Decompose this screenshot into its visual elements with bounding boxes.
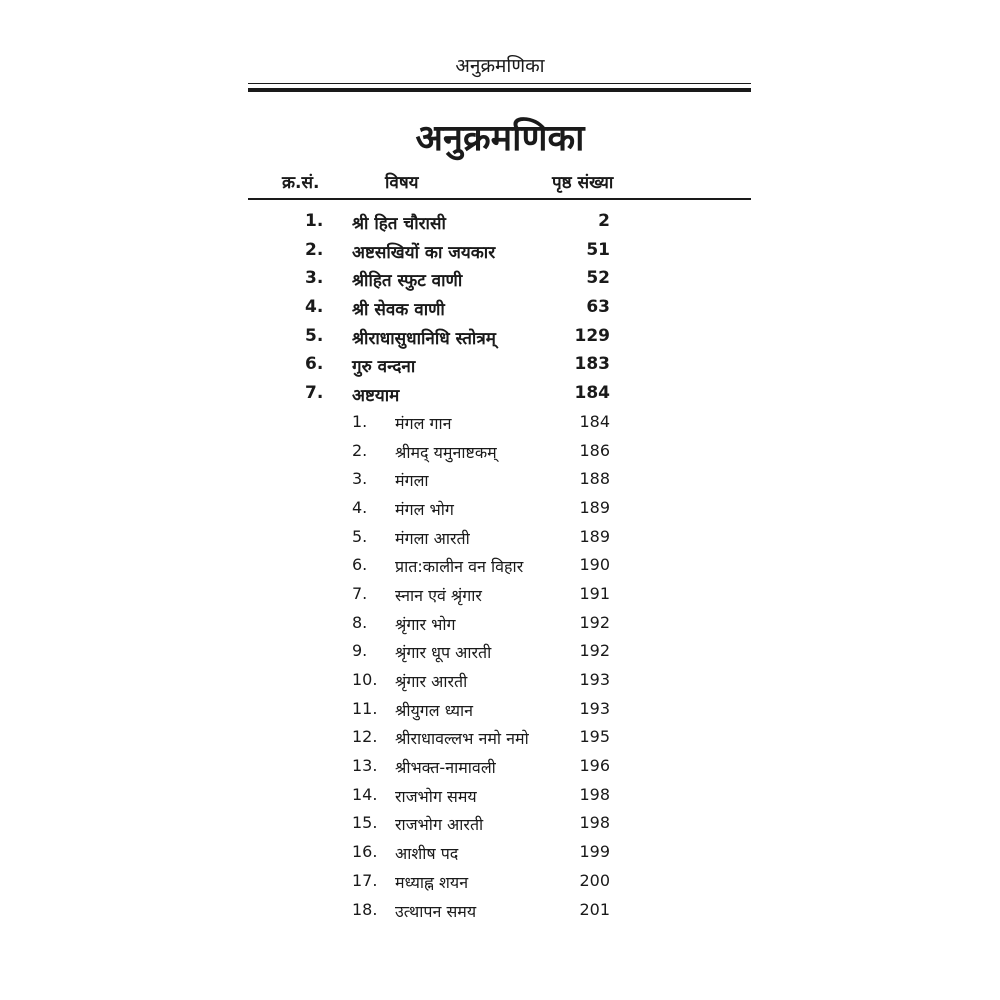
contents-list <box>0 208 1000 925</box>
entry-number: 3. <box>305 268 324 289</box>
page-title: अनुक्रमणिका <box>415 118 585 159</box>
toc-sub-entry <box>0 868 1000 897</box>
entry-number: 9. <box>352 641 368 661</box>
entry-page-number: 198 <box>579 813 610 833</box>
entry-number: 17. <box>352 870 378 890</box>
toc-sub-entry <box>0 638 1000 667</box>
entry-page-number: 193 <box>579 670 610 689</box>
header-rule-thin <box>248 83 751 84</box>
entry-number: 15. <box>352 813 378 833</box>
running-head: अनुक्रमणिका <box>455 55 545 77</box>
entry-subject: आशीष पद <box>395 844 459 864</box>
toc-entry <box>0 294 1000 323</box>
entry-number: 6. <box>305 354 324 375</box>
entry-page-number: 63 <box>586 297 610 318</box>
entry-page-number: 201 <box>579 899 610 919</box>
entry-number: 7. <box>352 583 368 603</box>
entry-subject: अष्टयाम <box>352 386 400 407</box>
toc-sub-entry <box>0 753 1000 782</box>
entry-page-number: 193 <box>579 698 610 718</box>
entry-number: 13. <box>352 756 378 776</box>
entry-subject: उत्थापन समय <box>395 901 477 921</box>
toc-sub-entry <box>0 696 1000 725</box>
entry-page-number: 52 <box>586 268 610 289</box>
toc-sub-entry <box>0 466 1000 495</box>
toc-entry <box>0 208 1000 237</box>
entry-number: 6. <box>352 555 368 575</box>
entry-number: 1. <box>352 411 368 431</box>
toc-sub-entry <box>0 524 1000 553</box>
toc-entry <box>0 237 1000 266</box>
entry-number: 12. <box>352 727 378 747</box>
toc-sub-entry <box>0 810 1000 839</box>
entry-subject: मंगला <box>395 471 429 491</box>
toc-sub-entry <box>0 581 1000 610</box>
toc-entry <box>0 351 1000 380</box>
entry-subject: मंगला आरती <box>395 528 470 548</box>
entry-number: 11. <box>352 698 378 718</box>
entry-page-number: 199 <box>579 842 610 862</box>
entry-page-number: 191 <box>579 583 610 603</box>
entry-number: 5. <box>352 526 368 546</box>
entry-page-number: 2 <box>598 211 610 231</box>
entry-subject: मध्याह्न शयन <box>395 872 469 892</box>
toc-sub-entry <box>0 495 1000 524</box>
toc-entry <box>0 323 1000 352</box>
entry-subject: गुरु वन्दना <box>352 357 416 378</box>
toc-entry <box>0 265 1000 294</box>
column-header-subject: विषय <box>385 173 419 193</box>
entry-page-number: 198 <box>579 784 610 804</box>
entry-subject: श्री सेवक वाणी <box>352 300 445 321</box>
entry-subject: श्रृंगार आरती <box>395 672 468 691</box>
entry-number: 18. <box>352 899 378 919</box>
entry-number: 4. <box>352 497 368 517</box>
entry-subject: श्रीयुगल ध्यान <box>395 700 474 720</box>
toc-sub-entry <box>0 724 1000 753</box>
toc-sub-entry <box>0 409 1000 438</box>
entry-page-number: 189 <box>579 526 610 546</box>
entry-page-number: 196 <box>579 756 610 776</box>
entry-page-number: 186 <box>579 440 610 460</box>
entry-subject: श्रीभक्त-नामावली <box>395 758 496 778</box>
column-header-rule <box>248 198 751 200</box>
entry-number: 3. <box>352 469 368 489</box>
entry-page-number: 192 <box>579 641 610 661</box>
toc-sub-entry <box>0 897 1000 926</box>
column-header-page: पृष्ठ संख्या <box>552 173 614 193</box>
entry-number: 2. <box>352 440 368 460</box>
entry-number: 5. <box>305 325 324 346</box>
entry-number: 2. <box>305 239 324 260</box>
toc-sub-entry <box>0 839 1000 868</box>
toc-entry <box>0 380 1000 409</box>
entry-page-number: 200 <box>579 870 610 890</box>
entry-subject: मंगल गान <box>395 413 452 433</box>
entry-page-number: 129 <box>574 325 610 346</box>
toc-sub-entry <box>0 438 1000 467</box>
entry-subject: अष्टसखियों का जयकार <box>352 242 496 263</box>
entry-subject: राजभोग समय <box>395 786 477 806</box>
column-header-number: क्र.सं. <box>282 173 320 193</box>
entry-page-number: 183 <box>574 354 610 375</box>
entry-subject: श्रीमद् यमुनाष्टकम् <box>395 442 497 462</box>
entry-page-number: 184 <box>579 411 610 431</box>
entry-subject: मंगल भोग <box>395 499 454 519</box>
entry-page-number: 195 <box>579 727 610 747</box>
entry-page-number: 192 <box>579 612 610 632</box>
entry-number: 10. <box>352 670 378 689</box>
entry-page-number: 189 <box>579 497 610 517</box>
entry-subject: प्रात:कालीन वन विहार <box>395 557 524 577</box>
entry-subject: श्रीहित स्फुट वाणी <box>352 271 463 292</box>
toc-sub-entry <box>0 610 1000 639</box>
header-rule-thick <box>248 88 751 92</box>
entry-number: 1. <box>305 211 324 231</box>
entry-subject: श्रृंगार भोग <box>395 614 456 634</box>
toc-sub-entry <box>0 782 1000 811</box>
entry-page-number: 51 <box>586 239 610 260</box>
entry-subject: स्नान एवं श्रृंगार <box>395 585 482 605</box>
entry-subject: श्रीराधावल्लभ नमो नमो <box>395 729 529 749</box>
entry-page-number: 190 <box>579 555 610 575</box>
entry-page-number: 184 <box>574 383 610 404</box>
entry-number: 16. <box>352 842 378 862</box>
toc-sub-entry <box>0 552 1000 581</box>
entry-page-number: 188 <box>579 469 610 489</box>
entry-subject: श्रीराधासुधानिधि स्तोत्रम् <box>352 328 496 349</box>
entry-subject: राजभोग आरती <box>395 815 484 835</box>
entry-number: 8. <box>352 612 368 632</box>
entry-number: 4. <box>305 297 324 318</box>
entry-subject: श्री हित चौरासी <box>352 214 446 234</box>
entry-number: 14. <box>352 784 378 804</box>
entry-number: 7. <box>305 383 324 404</box>
entry-subject: श्रृंगार धूप आरती <box>395 643 492 663</box>
toc-sub-entry <box>0 667 1000 696</box>
